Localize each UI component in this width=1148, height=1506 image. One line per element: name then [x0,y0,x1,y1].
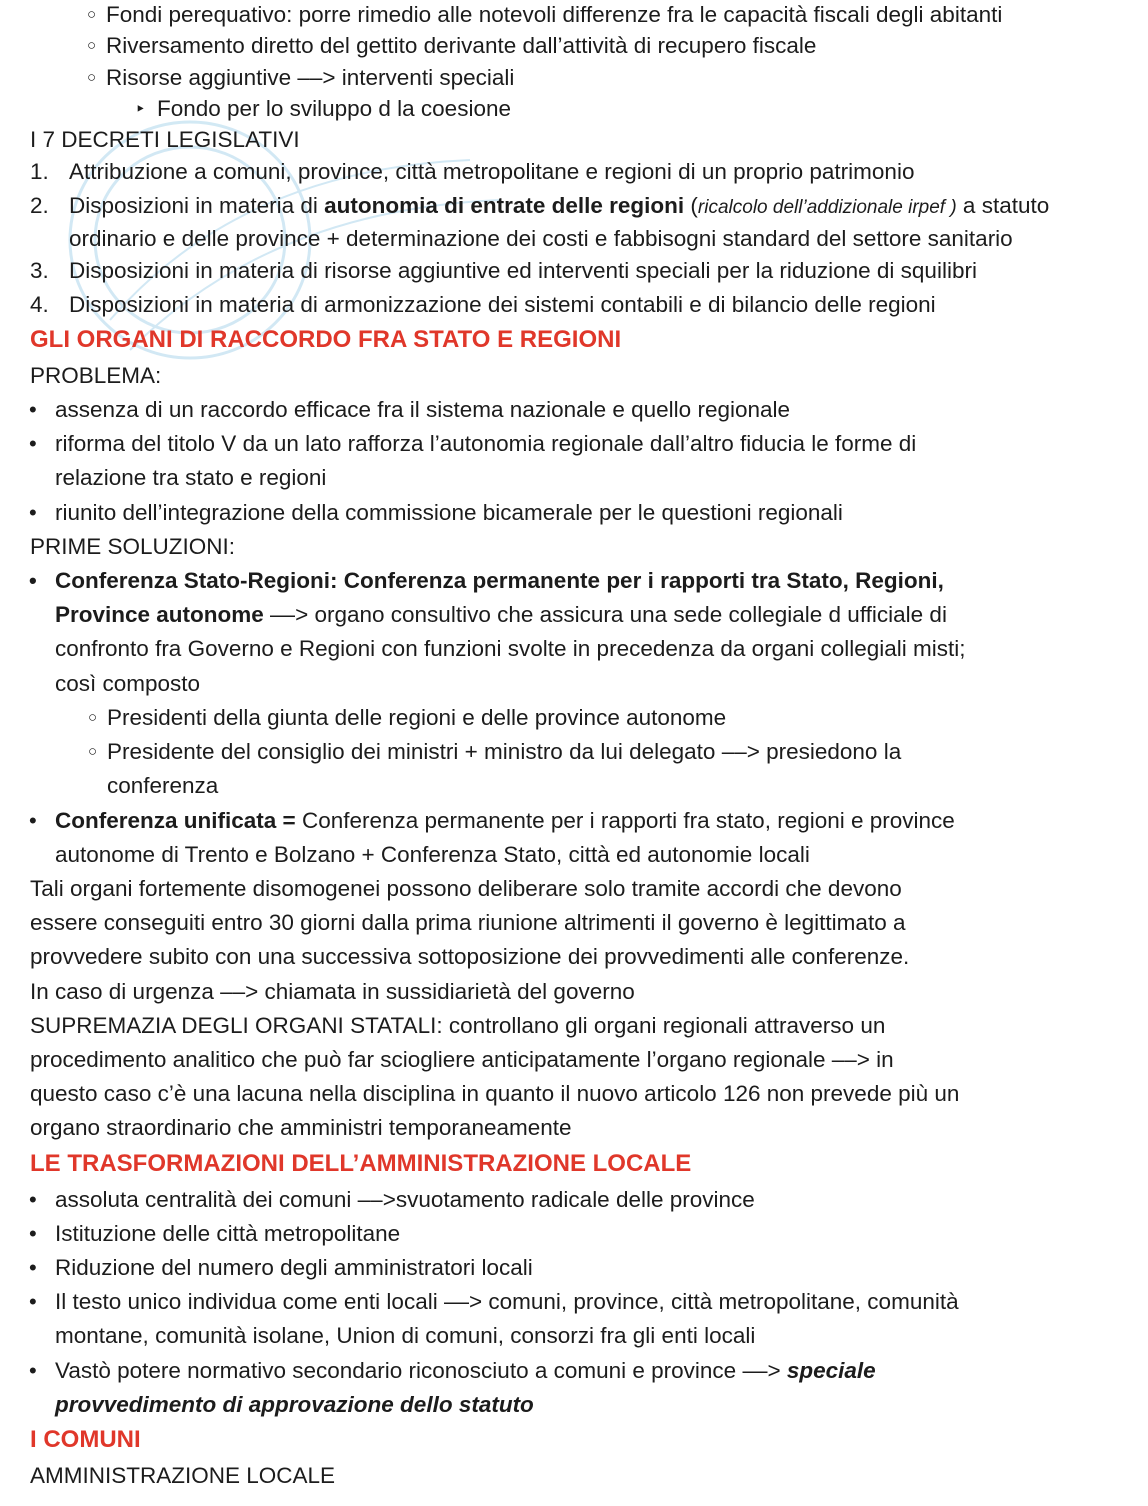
list-item: Disposizioni in materia di autonomia di entrate delle regioni (ricalcolo dell’addizionale irpef ) a statuto [69,193,1050,218]
list-item: Disposizioni in materia di risorse aggiuntive ed interventi speciali per la riduzione di squilibri [69,258,977,283]
sub-bullet: ○ Presidente del consiglio dei ministri + ministro da lui delegato ––> presiedono la [107,735,901,769]
bullet-item: • Riduzione del numero degli amministratori locali [55,1251,533,1285]
list-number: 2. [30,193,49,218]
paragraph-line: essere conseguiti entro 30 giorni dalla prima riunione altrimenti il governo è legittimato a [30,910,906,935]
section-heading: I COMUNI [30,1426,141,1453]
section-label: PRIME SOLUZIONI: [30,534,236,559]
list-number: 4. [30,292,49,317]
sub-bullet: ○ Riversamento diretto del gettito derivante dall’attività di recupero fiscale [106,29,816,63]
paragraph-line: In caso di urgenza ––> chiamata in sussidiarietà del governo [30,979,635,1004]
paragraph-line: Tali organi fortemente disomogenei possono deliberare solo tramite accordi che devono [30,876,902,901]
bullet-item-continued: confronto fra Governo e Regioni con funzioni svolte in precedenza da organi collegiali misti; [55,636,966,661]
bullet-item: • riunito dell’integrazione della commissione bicamerale per le questioni regionali [55,496,843,530]
section-label: PROBLEMA: [30,363,162,388]
list-number: 1. [30,159,49,184]
section-heading: GLI ORGANI DI RACCORDO FRA STATO E REGIONI [30,326,622,353]
bullet-item-continued: montane, comunità isolane, Union di comuni, consorzi fra gli enti locali [55,1323,756,1348]
list-item: Disposizioni in materia di armonizzazione dei sistemi contabili e di bilancio delle regioni [69,292,936,317]
section-label: AMMINISTRAZIONE LOCALE [30,1463,336,1488]
paragraph-line: questo caso c’è una lacuna nella disciplina in quanto il nuovo articolo 126 non prevede più un [30,1081,960,1106]
bullet-item: • Vastò potere normativo secondario riconosciuto a comuni e province ––> speciale [55,1354,876,1388]
section-label: I 7 DECRETI LEGISLATIVI [30,127,300,152]
bullet-item: • Il testo unico individua come enti locali ––> comuni, province, città metropolitane, comunità [55,1285,959,1319]
list-item-continued: ordinario e delle province + determinazione dei costi e fabbisogni standard del settore sanitario [69,226,1013,251]
bullet-item: • riforma del titolo V da un lato rafforza l’autonomia regionale dall’altro fiducia le forme di [55,427,916,461]
sub-bullet-continued: conferenza [107,773,219,798]
bullet-item-continued: Province autonome ––> organo consultivo che assicura una sede collegiale d ufficiale di [55,602,947,627]
paragraph-line: procedimento analitico che può far sciogliere anticipatamente l’organo regionale ––> in [30,1047,894,1072]
list-item: Attribuzione a comuni, province, città metropolitane e regioni di un proprio patrimonio [69,159,915,184]
sub-bullet: ○ Risorse aggiuntive ––> interventi speciali [106,61,514,95]
bullet-item-continued: relazione tra stato e regioni [55,465,327,490]
bullet-item: • assenza di un raccordo efficace fra il sistema nazionale e quello regionale [55,393,790,427]
sub-bullet: ○ Presidenti della giunta delle regioni e delle province autonome [107,701,726,735]
section-heading: LE TRASFORMAZIONI DELL’AMMINISTRAZIONE LOCALE [30,1150,692,1177]
sub-sub-bullet: ‣ Fondo per lo sviluppo d la coesione [157,92,511,126]
paragraph-line: organo straordinario che amministri temporaneamente [30,1115,572,1140]
paragraph-line: SUPREMAZIA DEGLI ORGANI STATALI: controllano gli organi regionali attraverso un [30,1013,886,1038]
sub-bullet: ○ Fondi perequativo: porre rimedio alle notevoli differenze fra le capacità fiscali degli abitanti [106,0,1002,32]
bullet-item: • Conferenza unificata = Conferenza permanente per i rapporti fra stato, regioni e province [55,804,955,838]
bullet-item-continued: autonome di Trento e Bolzano + Conferenza Stato, città ed autonomie locali [55,842,810,867]
bullet-item: • assoluta centralità dei comuni ––>svuotamento radicale delle province [55,1183,755,1217]
bullet-item-continued: provvedimento di approvazione dello statuto [55,1392,534,1417]
bullet-item-continued: così composto [55,671,201,696]
list-number: 3. [30,258,49,283]
bullet-item: • Istituzione delle città metropolitane [55,1217,400,1251]
bullet-item: • Conferenza Stato-Regioni: Conferenza permanente per i rapporti tra Stato, Regioni, [55,564,944,598]
paragraph-line: provvedere subito con una successiva sottoposizione dei provvedimenti alle conferenze. [30,944,910,969]
